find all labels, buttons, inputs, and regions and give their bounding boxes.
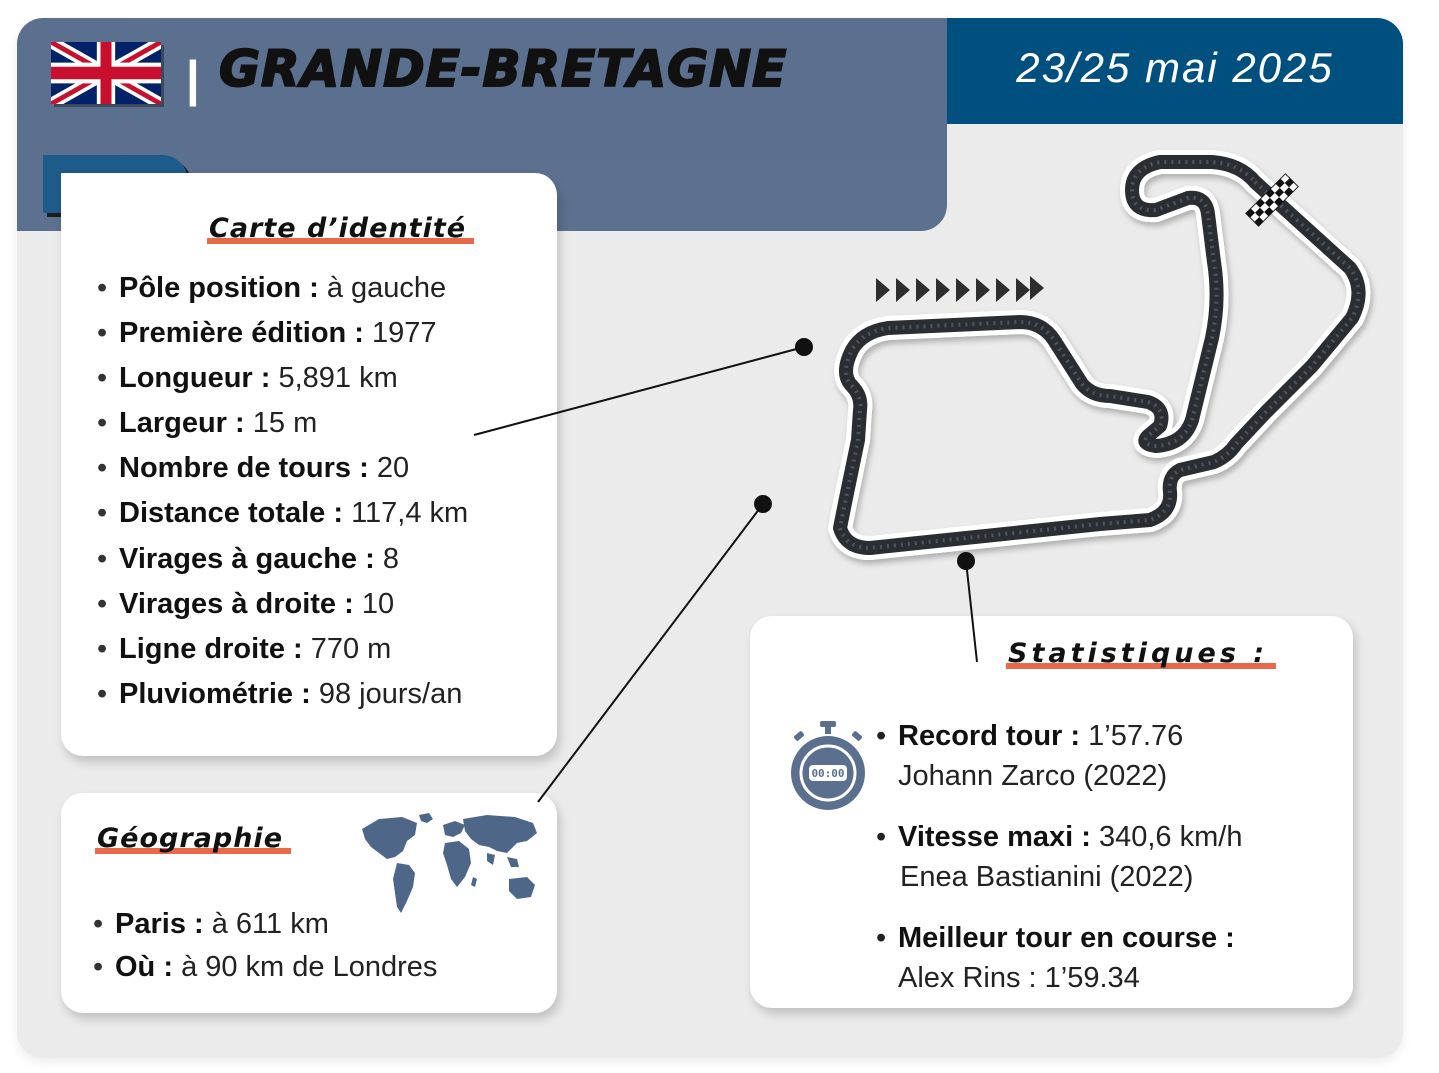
list-item: • Ligne droite : 770 m [97, 627, 468, 672]
identity-facts-list [97, 266, 468, 717]
date-band [947, 18, 1403, 124]
meilleur-tour-stat: • Meilleur tour en course : Alex Rins : 1’59.34 [876, 922, 1235, 994]
list-item: • Pluviométrie : 98 jours/an [97, 672, 468, 717]
identity-card [61, 173, 557, 756]
geography-card-heading: Géographie [97, 823, 283, 854]
vitesse-maxi-stat: • Vitesse maxi : 340,6 km/h Enea Bastianini (2022) [876, 821, 1243, 893]
infographic-sheet [17, 18, 1403, 1058]
list-item: • Pôle position : à gauche [97, 266, 468, 311]
list-item: • Virages à gauche : 8 [97, 537, 468, 582]
stats-card [750, 616, 1353, 1008]
list-item: • Largeur : 15 m [97, 401, 468, 446]
record-tour-stat: • Record tour : 1’57.76 Johann Zarco (2022) [876, 720, 1184, 792]
title-separator: | [185, 51, 199, 107]
identity-card-heading: Carte d’identité [209, 213, 466, 244]
page-title: GRANDE-BRETAGNE [219, 40, 788, 98]
list-item: • Nombre de tours : 20 [97, 446, 468, 491]
stats-card-heading: Statistiques : [1008, 638, 1268, 669]
list-item: • Première édition : 1977 [97, 311, 468, 356]
list-item: • Longueur : 5,891 km [97, 356, 468, 401]
stopwatch-display: 00:00 [811, 767, 845, 780]
list-item: • Paris : à 611 km [93, 903, 437, 946]
uk-flag-icon [51, 42, 161, 104]
list-item: • Où : à 90 km de Londres [93, 946, 437, 989]
list-item: • Virages à droite : 10 [97, 582, 468, 627]
geography-facts-list [93, 903, 437, 989]
stopwatch-icon [790, 721, 866, 817]
event-date: 23/25 mai 2025 [1016, 44, 1334, 91]
list-item: • Distance totale : 117,4 km [97, 491, 468, 536]
geography-card [61, 793, 557, 1013]
